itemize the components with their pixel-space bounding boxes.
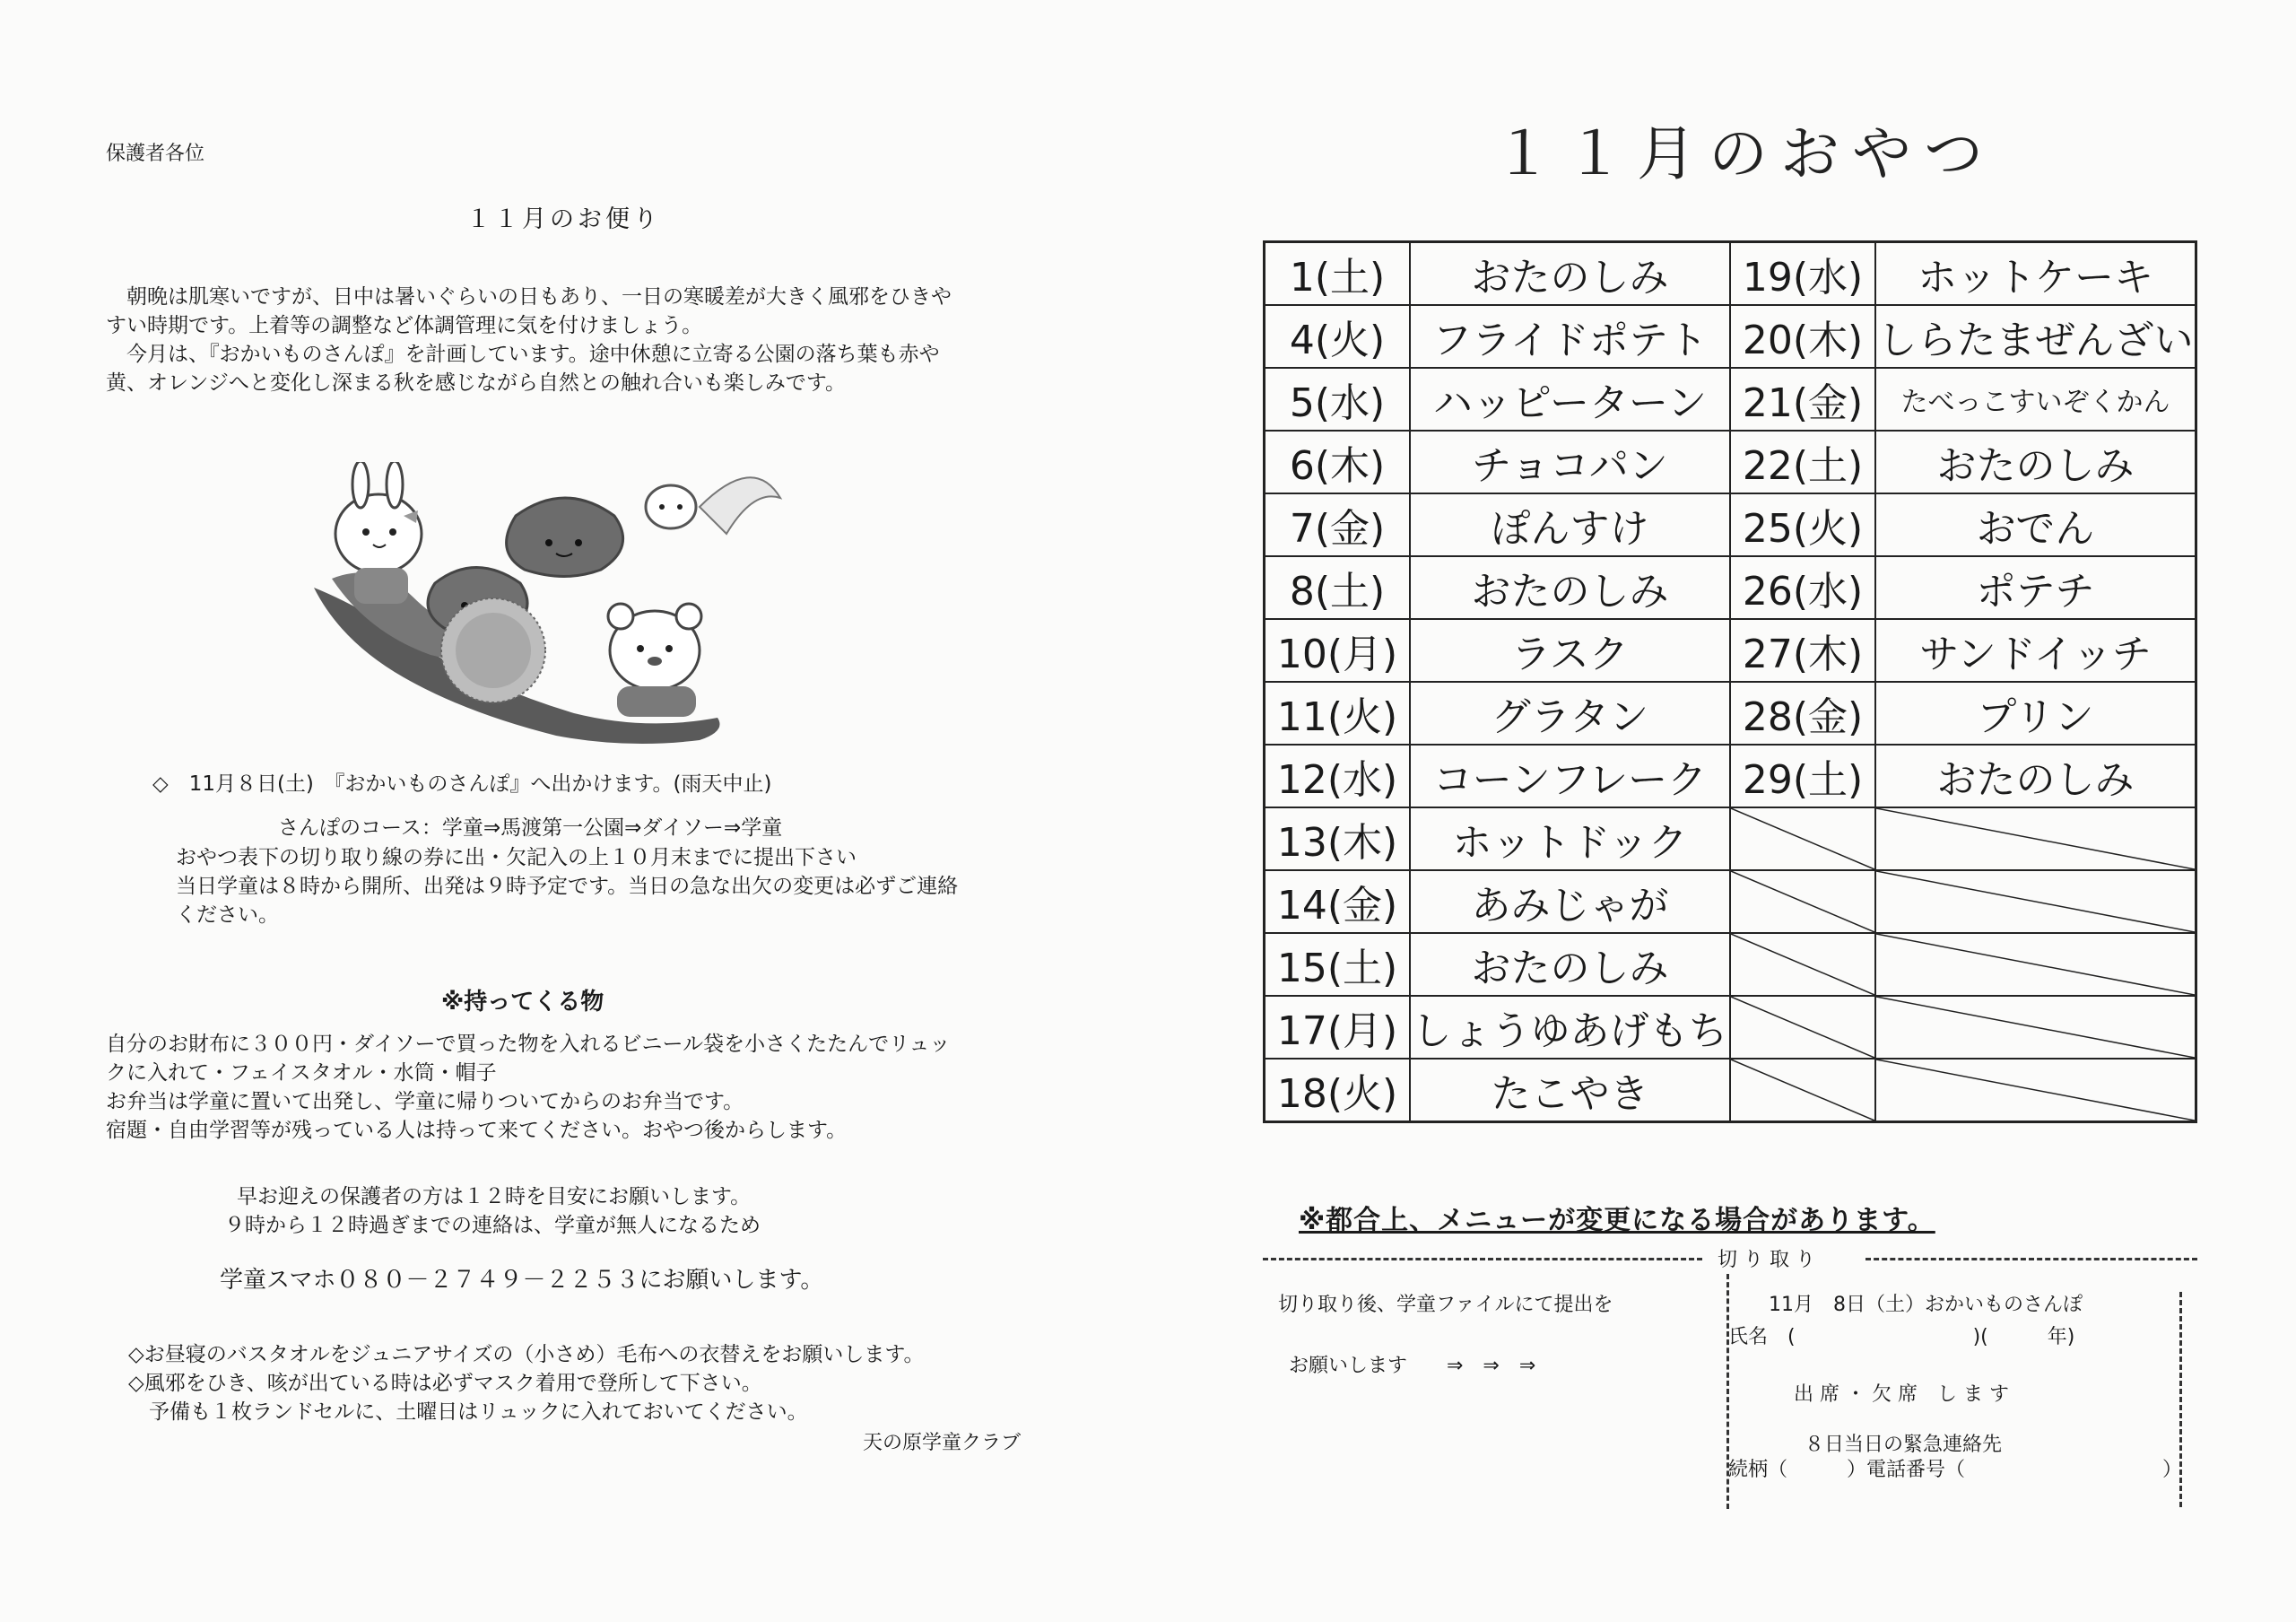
date-cell: 17(月) [1265,996,1411,1059]
snack-row [1265,807,2196,870]
snack-row [1265,870,2196,933]
signature: 天の原学童クラブ [863,1432,1022,1454]
snack-row [1265,682,2196,745]
date-cell: 10(月) [1265,619,1411,682]
text-line: 黄、オレンジへと変化し深まる秋を感じながら自然との触れ合いも楽しみです。 [106,371,847,395]
snack-cell: ホットドック [1410,807,1730,870]
slip-relation-phone: 続柄（ ）電話番号（ ） [1728,1459,2183,1481]
slip-name-field: 氏名 ( )( 年) [1728,1326,2075,1348]
date-cell: 1(土) [1265,242,1411,306]
date-cell: 8(土) [1265,556,1411,619]
pickup-notes [224,1182,761,1240]
text-line: 自分のお財布に３００円・ダイソーで買った物を入れるビニール袋を小さくたたんでリュッ [106,1033,951,1056]
snack-cell: フライドポテト [1410,305,1730,368]
strike-line [1731,1060,1874,1121]
snack-row [1265,556,2196,619]
slip-emergency-label: ８日当日の緊急連絡先 [1805,1434,2003,1456]
snack-menu-table [1263,240,2197,1123]
text-line: ください。 [176,903,279,927]
text-line: ９時から１２時過ぎまでの連絡は、学童が無人になるため [224,1214,761,1237]
text-line: 朝晩は肌寒いですが、日中は暑いぐらいの日もあり、一日の寒暖差が大きく風邪をひきや [106,285,952,309]
snack-row [1265,242,2196,306]
bring-list [106,1030,950,1145]
intro-paragraph [106,283,952,397]
text-line: ◇お昼寝のバスタオルをジュニアサイズの（小さめ）毛布への衣替えをお願いします。 [128,1343,925,1366]
addressee: 保護者各位 [106,143,205,165]
cut-line [1263,1258,1702,1260]
event-line: ◇ 11月８日(土) 『おかいものさんぽ』へ出かけます。(雨天中止) [152,772,772,796]
snack-menu-title: １１月のおやつ [1493,119,1996,188]
cut-instructions: 切り取り後、学童ファイルにて提出を [1278,1294,1613,1316]
date-cell: 7(金) [1265,493,1411,556]
snack-row [1265,305,2196,368]
course-line: さんぽのコース：学童⇒馬渡第一公園⇒ダイソー⇒学童 [278,816,783,840]
date-cell: 15(土) [1265,933,1411,996]
snack-cell: ラスク [1410,619,1730,682]
empty-cell [1875,933,2196,996]
date-cell: 11(火) [1265,682,1411,745]
page-title: １１月のお便り [466,205,661,233]
strike-line [1876,1060,2195,1121]
event-details [176,843,958,929]
bring-title: ※持ってくる物 [441,989,604,1016]
text-line: 当日学童は８時から開所、出発は９時予定です。当日の急な出欠の変更は必ずご連絡 [176,875,959,898]
empty-cell [1730,807,1875,870]
strike-line [1876,808,2195,869]
text-line: 今月は、『おかいものさんぽ』を計画しています。途中休憩に立寄る公園の落ち葉も赤や [106,343,940,366]
empty-cell [1730,1059,1875,1122]
cut-line [1866,1258,2197,1260]
snack-cell: おたのしみ [1875,745,2196,807]
snack-cell: プリン [1875,682,2196,745]
menu-change-notice: ※都合上、メニューが変更になる場合があります。 [1299,1205,1935,1236]
snack-cell: コーンフレーク [1410,745,1730,807]
date-cell: 25(火) [1730,493,1875,556]
date-cell: 5(水) [1265,368,1411,431]
strike-line [1876,934,2195,995]
date-cell: 22(土) [1730,431,1875,493]
autumn-characters-illustration [305,462,789,749]
snack-row [1265,933,2196,996]
text-line: お弁当は学童に置いて出発し、学童に帰りついてからのお弁当です。 [106,1090,744,1113]
snack-cell: おたのしみ [1875,431,2196,493]
cut-label: 切 り 取 り [1718,1249,1815,1271]
snack-cell: ハッピーターン [1410,368,1730,431]
snack-cell: しらたまぜんざい [1875,305,2196,368]
snack-cell: おたのしみ [1410,933,1730,996]
snack-cell: あみじゃが [1410,870,1730,933]
empty-cell [1875,1059,2196,1122]
slip-event: 11月 8日（土）おかいものさんぽ [1769,1294,2083,1316]
snack-row [1265,368,2196,431]
snack-row [1265,493,2196,556]
snack-cell: サンドイッチ [1875,619,2196,682]
snack-cell: ぽんすけ [1410,493,1730,556]
date-cell: 20(木) [1730,305,1875,368]
slip-attendance: 出 席 ・ 欠 席 し ま す [1794,1383,2009,1406]
text-line: 宿題・自由学習等が残っている人は持って来てください。おやつ後からします。 [106,1119,848,1142]
date-cell: 14(金) [1265,870,1411,933]
snack-cell: おでん [1875,493,2196,556]
additional-notes [128,1340,925,1426]
snack-row [1265,745,2196,807]
date-cell: 26(水) [1730,556,1875,619]
snack-cell: しょうゆあげもち [1410,996,1730,1059]
snack-cell: おたのしみ [1410,242,1730,306]
text-line: 早お迎えの保護者の方は１２時を目安にお願いします。 [237,1185,752,1208]
snack-cell: おたのしみ [1410,556,1730,619]
phone-line: 学童スマホ０８０－２７４９－２２５３にお願いします。 [220,1267,824,1294]
text-line: クに入れて・フェイスタオル・水筒・帽子 [106,1061,497,1085]
empty-cell [1730,870,1875,933]
date-cell: 12(水) [1265,745,1411,807]
empty-cell [1875,870,2196,933]
date-cell: 13(木) [1265,807,1411,870]
empty-cell [1730,996,1875,1059]
snack-cell: チョコパン [1410,431,1730,493]
strike-line [1731,934,1874,995]
date-cell: 6(木) [1265,431,1411,493]
snack-cell: ポテチ [1875,556,2196,619]
date-cell: 28(金) [1730,682,1875,745]
empty-cell [1875,996,2196,1059]
snack-cell: たべっこすいぞくかん [1875,368,2196,431]
strike-line [1876,871,2195,932]
strike-line [1731,997,1874,1058]
date-cell: 4(火) [1265,305,1411,368]
cut-please: お願いします ⇒ ⇒ ⇒ [1289,1355,1536,1377]
date-cell: 29(土) [1730,745,1875,807]
empty-cell [1875,807,2196,870]
snack-cell: たこやき [1410,1059,1730,1122]
snack-cell: ホットケーキ [1875,242,2196,306]
text-line: ◇風邪をひき、咳が出ている時は必ずマスク着用で登所して下さい。 [128,1372,762,1395]
date-cell: 18(火) [1265,1059,1411,1122]
date-cell: 27(木) [1730,619,1875,682]
snack-cell: グラタン [1410,682,1730,745]
strike-line [1876,997,2195,1058]
text-line: すい時期です。上着等の調整など体調管理に気を付けましょう。 [106,314,703,337]
strike-line [1731,871,1874,932]
snack-row [1265,431,2196,493]
snack-row [1265,1059,2196,1122]
text-line: 予備も１枚ランドセルに、土曜日はリュックに入れておいてください。 [128,1400,808,1424]
date-cell: 19(水) [1730,242,1875,306]
text-line: おやつ表下の切り取り線の券に出・欠記入の上１０月末までに提出下さい [176,846,857,869]
strike-line [1731,808,1874,869]
snack-row [1265,619,2196,682]
empty-cell [1730,933,1875,996]
snack-row [1265,996,2196,1059]
date-cell: 21(金) [1730,368,1875,431]
